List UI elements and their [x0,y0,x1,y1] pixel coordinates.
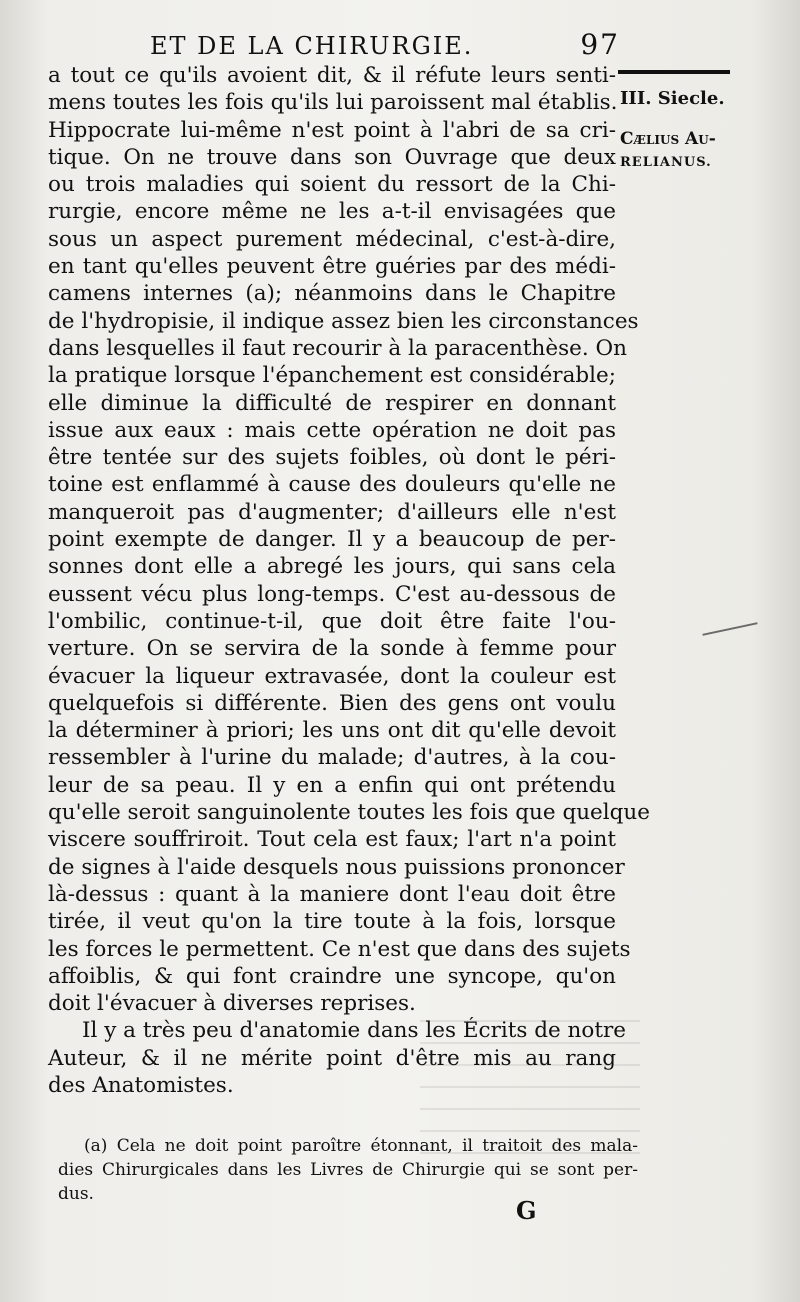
text-line: ou trois maladies qui soient du ressort de la Chi- [48,172,616,198]
text-line: tique. On ne trouve dans son Ouvrage que deux [48,144,616,170]
text-line: sonnes dont elle a abregé les jours, qui sans cela [48,554,616,580]
text-line: là-dessus : quant à la maniere dont l'eau doit être [48,881,616,907]
text-line: leur de sa peau. Il y en a enfin qui ont prétendu [48,772,616,798]
text-line: issue aux eaux : mais cette opération ne doit pas [48,417,616,443]
text-line: de l'hydropisie, il indique assez bien les circonstances [48,308,639,334]
text-line: en tant qu'elles peuvent être guéries par des médi- [48,254,616,280]
text-line: rurgie, encore même ne les a-t-il envisagées que [48,199,616,225]
footnote-line: dus. [58,1184,94,1204]
text-line: verture. On se servira de la sonde à femme pour [48,636,616,662]
page-number: 97 [580,28,620,61]
text-line: viscere souffriroit. Tout cela est faux; l'art n'a point [48,827,616,853]
text-line: tirée, il veut qu'on la tire toute à la fois, lorsque [48,909,616,935]
text-line: de signes à l'aide desquels nous puissions prononcer [48,854,625,880]
pencil-mark [702,622,757,636]
text-line: manqueroit pas d'augmenter; d'ailleurs elle n'est [48,499,616,525]
signature-mark: G [516,1196,537,1225]
text-line: elle diminue la difficulté de respirer en donnant [48,390,616,416]
text-line: la pratique lorsque l'épanchement est considérable; [48,363,616,389]
text-line: Hippocrate lui-même n'est point à l'abri de sa cri- [48,117,616,143]
text-line: toine est enflammé à cause des douleurs qu'elle ne [48,472,616,498]
text-line: évacuer la liqueur extravasée, dont la couleur est [48,663,616,689]
margin-rule [618,70,730,74]
running-header [150,28,620,64]
text-line: a tout ce qu'ils avoient dit, & il réfute leurs senti- [48,63,616,88]
text-line: qu'elle seroit sanguinolente toutes les fois que quelque [48,800,650,826]
footnote [58,1134,638,1206]
footnote-line: dies Chirurgicales dans les Livres de Chirurgie qui se sont per- [58,1160,638,1180]
margin-note-name-1: Cælius Au- [620,129,716,149]
text-line: mens toutes les fois qu'ils lui paroissent mal établis. [48,90,618,116]
text-line: ressembler à l'urine du malade; d'autres, à la cou- [48,745,616,771]
text-line: l'ombilic, continue-t-il, que doit être faite l'ou- [48,608,616,634]
text-line: Il y a très peu d'anatomie dans les Écrits de notre [82,1018,626,1044]
footnote-line: (a) Cela ne doit point paroître étonnant, il traitoit des mala- [84,1136,638,1156]
body-text [48,62,650,1099]
text-line: des Anatomistes. [48,1072,234,1098]
text-line: Auteur, & il ne mérite point d'être mis au rang [48,1045,616,1071]
text-line: la déterminer à priori; les uns ont dit qu'elle devoit [48,718,616,744]
text-line: les forces le permettent. Ce n'est que dans des sujets [48,936,631,962]
running-title: ET DE LA CHIRURGIE. [150,32,474,60]
text-line: affoiblis, & qui font craindre une syncope, qu'on [48,963,616,989]
text-line: eussent vécu plus long-temps. C'est au-dessous de [48,581,616,607]
text-line: être tentée sur des sujets foibles, où dont le péri- [48,445,616,471]
text-line: doit l'évacuer à diverses reprises. [48,991,416,1017]
text-line: sous un aspect purement médecinal, c'est-à-dire, [48,226,616,252]
margin-note-name-2: RELIANUS. [620,155,712,170]
text-line: quelquefois si différente. Bien des gens ont voulu [48,690,616,716]
text-line: camens internes (a); néanmoins dans le Chapitre [48,281,616,307]
margin-note-century: III. Siecle. [620,88,725,109]
text-line: point exempte de danger. Il y a beaucoup de per- [48,527,616,553]
text-line: dans lesquelles il faut recourir à la paracenthèse. On [48,335,627,361]
